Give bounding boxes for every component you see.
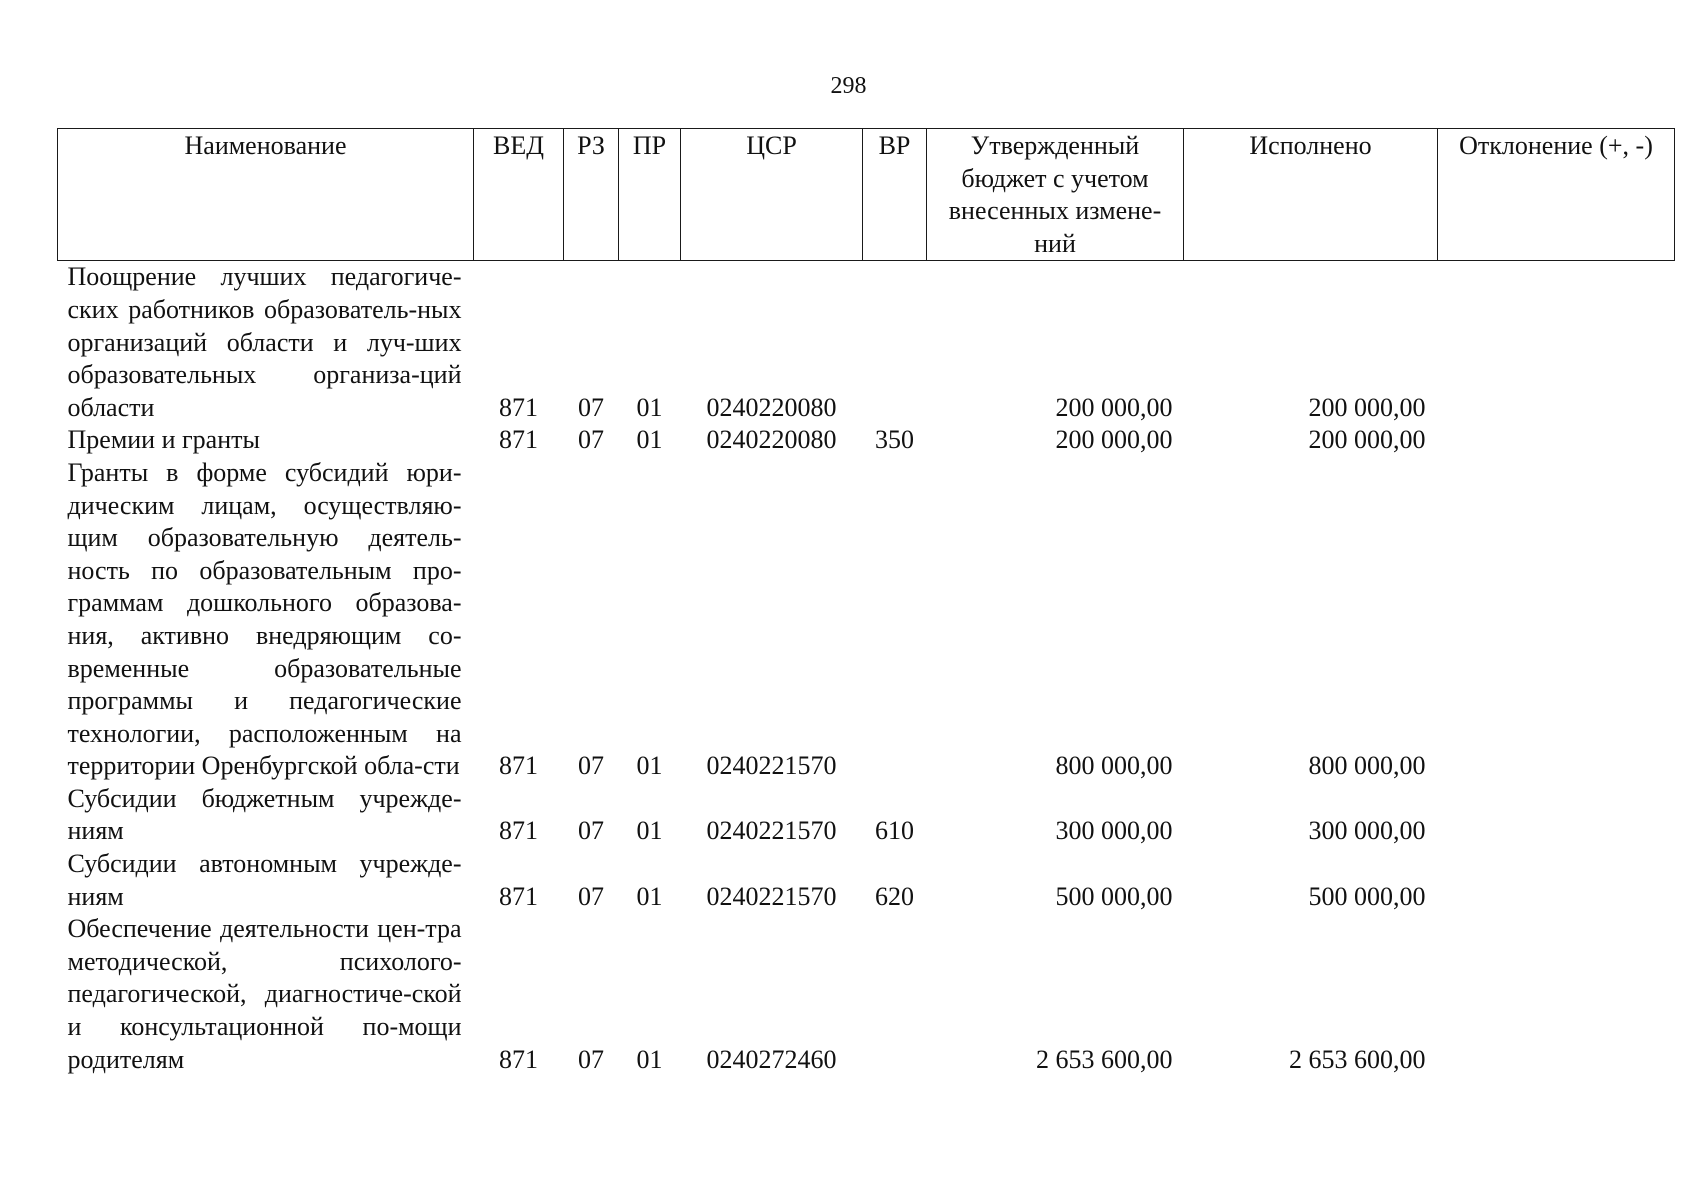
row-approved: 300 000,00 <box>1055 816 1173 846</box>
header-executed: Исполнено <box>1184 129 1438 261</box>
row-vr: 610 <box>875 816 914 846</box>
row-name: Премии и гранты <box>67 425 260 455</box>
row-pr: 01 <box>636 751 663 781</box>
row-vr <box>863 913 927 1076</box>
table-row <box>58 424 1675 457</box>
row-approved: 500 000,00 <box>1055 881 1173 911</box>
row-pr: 01 <box>636 1044 663 1074</box>
row-name: Субсидии автономным учрежде-ниям <box>67 849 462 911</box>
row-csr: 0240220080 <box>706 425 837 455</box>
row-csr: 0240221570 <box>706 816 837 846</box>
row-executed: 200 000,00 <box>1308 425 1426 455</box>
row-ved: 871 <box>499 751 538 781</box>
row-name: Обеспечение деятельности цен-тра методической, психолого-педагогической, диагностиче-ской и консультационной по-мощи родителям <box>67 914 462 1074</box>
header-vr: ВР <box>863 129 927 261</box>
row-pr: 01 <box>636 881 663 911</box>
header-deviation: Отклонение (+, -) <box>1438 129 1675 261</box>
table-row <box>58 848 1675 913</box>
row-pr: 01 <box>636 816 663 846</box>
table-row <box>58 783 1675 848</box>
row-executed: 200 000,00 <box>1308 392 1426 422</box>
row-name: Гранты в форме субсидий юри-дическим лицам, осуществляю-щим образовательную деятель-ность по образовательным про-граммам дошкольного образова-ния, активно внедряющим со-временные образовательные программы и педагогические технологии, расположенным на территории Оренбургской обла-сти <box>67 457 462 781</box>
row-vr: 350 <box>875 425 914 455</box>
row-rz: 07 <box>578 816 604 846</box>
row-approved: 2 653 600,00 <box>1036 1044 1173 1074</box>
row-pr: 01 <box>636 392 663 422</box>
table-row <box>58 457 1675 783</box>
budget-table <box>57 128 1675 1076</box>
row-name: Поощрение лучших педагогиче-ских работников образователь-ных организаций области и луч-ших образовательных организа-ций области <box>67 262 462 422</box>
header-pr: ПР <box>619 129 681 261</box>
row-ved: 871 <box>499 881 538 911</box>
page-number: 298 <box>830 73 867 99</box>
header-approved: Утвержденный бюджет с учетом внесенных измене-ний <box>927 129 1184 261</box>
row-executed: 2 653 600,00 <box>1289 1044 1426 1074</box>
row-vr <box>863 457 927 783</box>
row-vr <box>863 261 927 424</box>
row-executed: 500 000,00 <box>1308 881 1426 911</box>
row-csr: 0240220080 <box>706 392 837 422</box>
header-ved: ВЕД <box>474 129 564 261</box>
row-name: Субсидии бюджетным учрежде-ниям <box>67 783 462 846</box>
row-deviation <box>1438 848 1675 913</box>
row-rz: 07 <box>578 881 604 911</box>
row-rz: 07 <box>578 392 604 422</box>
header-rz: РЗ <box>564 129 619 261</box>
row-deviation <box>1438 261 1675 424</box>
table-row <box>58 913 1675 1076</box>
row-deviation <box>1438 457 1675 783</box>
row-rz: 07 <box>578 1044 604 1074</box>
row-approved: 800 000,00 <box>1055 751 1173 781</box>
row-ved: 871 <box>499 392 538 422</box>
row-approved: 200 000,00 <box>1055 392 1173 422</box>
header-csr: ЦСР <box>681 129 863 261</box>
table-header-row <box>58 129 1675 261</box>
row-ved: 871 <box>499 425 538 455</box>
table-row <box>58 261 1675 424</box>
row-csr: 0240272460 <box>706 1044 837 1074</box>
row-executed: 300 000,00 <box>1308 816 1426 846</box>
row-deviation <box>1438 913 1675 1076</box>
header-name: Наименование <box>58 129 474 261</box>
row-ved: 871 <box>499 816 538 846</box>
row-csr: 0240221570 <box>706 881 837 911</box>
row-pr: 01 <box>636 425 663 455</box>
row-rz: 07 <box>578 425 604 455</box>
row-rz: 07 <box>578 751 604 781</box>
row-csr: 0240221570 <box>706 751 837 781</box>
row-ved: 871 <box>499 1044 538 1074</box>
row-approved: 200 000,00 <box>1055 425 1173 455</box>
row-deviation <box>1438 783 1675 848</box>
row-deviation <box>1438 424 1675 457</box>
row-vr: 620 <box>875 881 914 911</box>
row-executed: 800 000,00 <box>1308 751 1426 781</box>
